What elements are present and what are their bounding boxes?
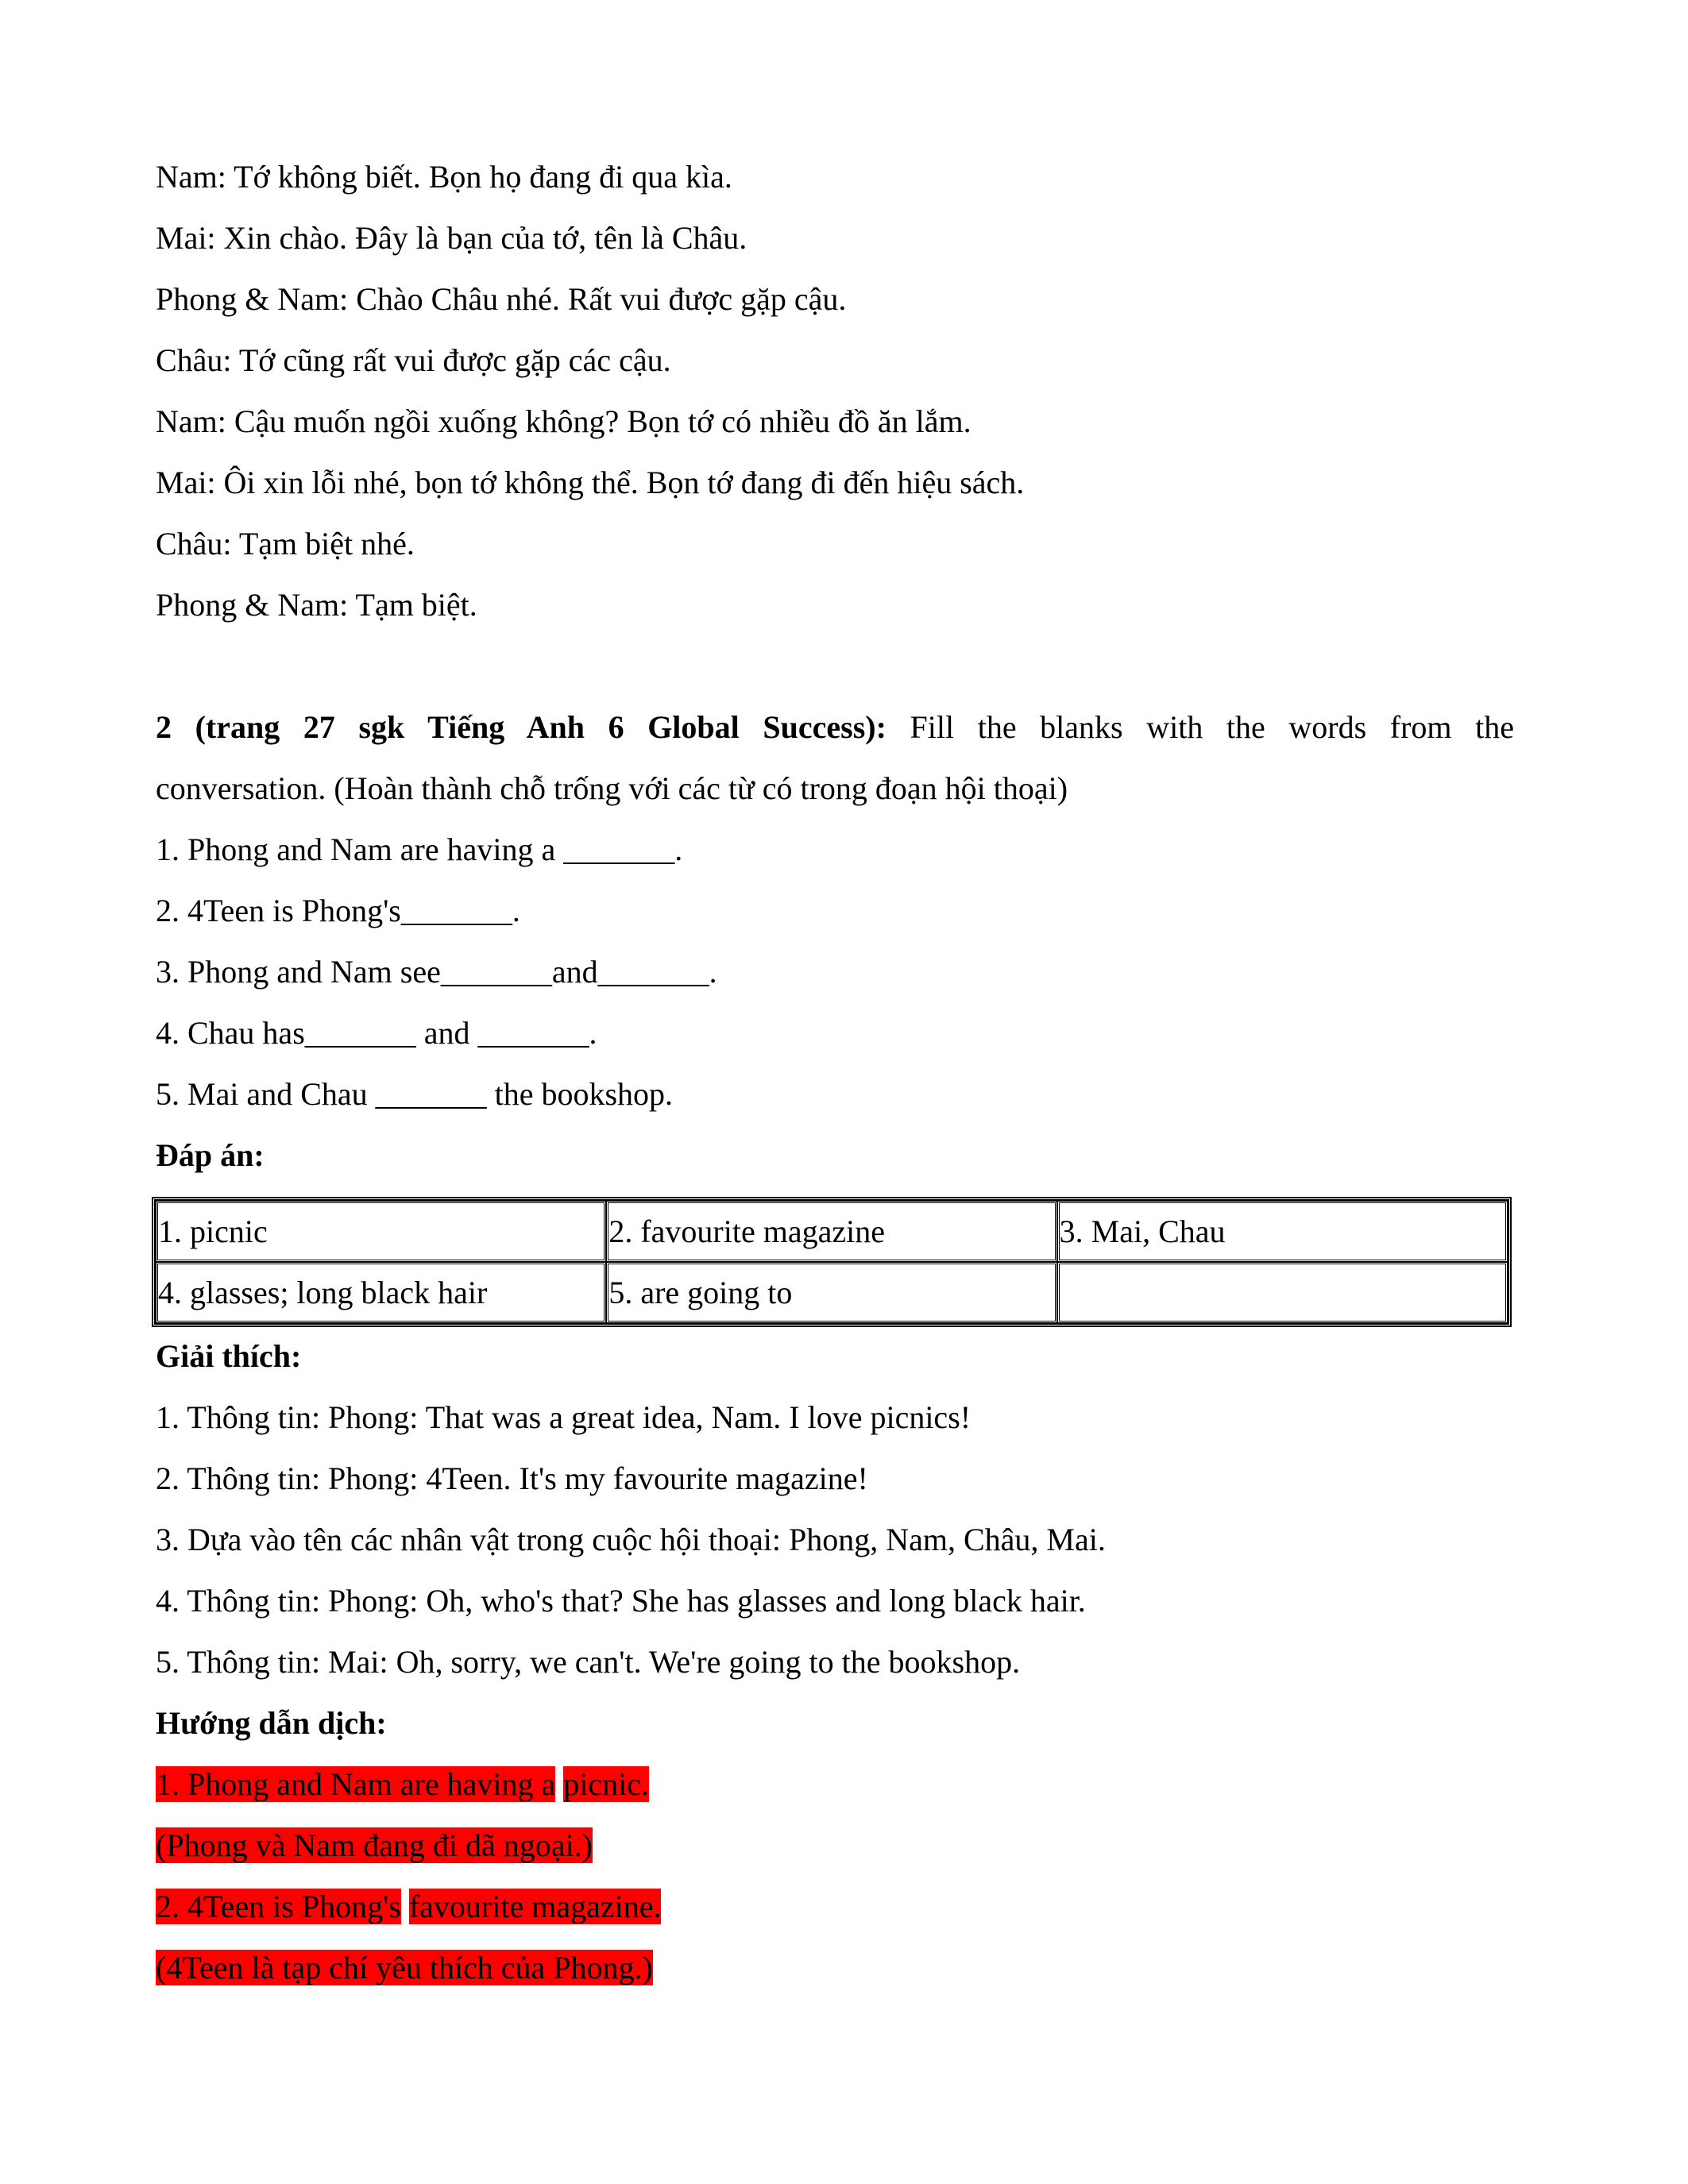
highlighted-text: (Phong và Nam đang đi dã ngoại.): [156, 1827, 593, 1863]
answers-heading: [156, 1125, 1514, 1186]
highlighted-text: favourite magazine.: [408, 1889, 662, 1924]
exercise-instruction: Fill the blanks with the words from the: [910, 709, 1514, 745]
blank-line: [156, 635, 1514, 696]
answers-heading-text: Đáp án:: [156, 1137, 265, 1173]
exercise-instruction-cont: conversation. (Hoàn thành chỗ trống với các từ có trong đoạn hội thoại): [156, 770, 1068, 806]
explanation-item: 5. Thông tin: Mai: Oh, sorry, we can't. We're going to the bookshop.: [156, 1644, 1021, 1680]
dialogue-line: Mai: Xin chào. Đây là bạn của tớ, tên là Châu.: [156, 220, 747, 256]
table-cell: [1057, 1262, 1508, 1323]
highlighted-text: 1. Phong and Nam are having a: [156, 1766, 556, 1802]
table-cell: 4. glasses; long black hair: [156, 1262, 606, 1323]
explanation-heading-text: Giải thích:: [156, 1338, 302, 1374]
table-cell: 1. picnic: [156, 1201, 606, 1262]
dialogue-line: Mai: Ôi xin lỗi nhé, bọn tớ không thể. Bọn tớ đang đi đến hiệu sách.: [156, 465, 1025, 500]
document-page: [156, 146, 1514, 1998]
table-cell: 3. Mai, Chau: [1057, 1201, 1508, 1262]
exercise-item: 2. 4Teen is Phong's_______.: [156, 893, 520, 928]
answers-table: [152, 1197, 1512, 1327]
explanation-item: 3. Dựa vào tên các nhân vật trong cuộc hội thoại: Phong, Nam, Châu, Mai.: [156, 1522, 1106, 1557]
explanation-item: 4. Thông tin: Phong: Oh, who's that? She has glasses and long black hair.: [156, 1583, 1086, 1619]
table-row: [156, 1201, 1508, 1262]
dialogue-line: Phong & Nam: Chào Châu nhé. Rất vui được gặp cậu.: [156, 281, 847, 317]
dialogue-line: Châu: Tạm biệt nhé.: [156, 526, 415, 561]
explanation-item: 2. Thông tin: Phong: 4Teen. It's my favourite magazine!: [156, 1461, 868, 1496]
exercise-item: 1. Phong and Nam are having a _______.: [156, 832, 683, 867]
exercise-item: 3. Phong and Nam see_______and_______.: [156, 954, 717, 990]
exercise-item: 5. Mai and Chau _______ the bookshop.: [156, 1076, 674, 1112]
dialogue-line: Phong & Nam: Tạm biệt.: [156, 587, 477, 623]
table-cell: 2. favourite magazine: [606, 1201, 1056, 1262]
dialogue-line: Nam: Cậu muốn ngồi xuống không? Bọn tớ có nhiều đồ ăn lắm.: [156, 403, 971, 439]
table-row: [156, 1262, 1508, 1323]
exercise-item: 4. Chau has_______ and _______.: [156, 1015, 597, 1051]
translation-line: [156, 1815, 1514, 1876]
translation-heading: [156, 1692, 1514, 1754]
dialogue-line: Nam: Tớ không biết. Bọn họ đang đi qua kìa.: [156, 159, 732, 195]
dialogue-line: Châu: Tớ cũng rất vui được gặp các cậu.: [156, 342, 671, 378]
exercise-heading: 2 (trang 27 sgk Tiếng Anh 6 Global Success):: [156, 709, 886, 745]
translation-line: [156, 1876, 1514, 1937]
explanation-heading: [156, 1325, 1514, 1387]
translation-line: [156, 1754, 1514, 1815]
explanation-item: 1. Thông tin: Phong: That was a great idea, Nam. I love picnics!: [156, 1399, 971, 1435]
highlighted-text: picnic.: [563, 1766, 649, 1802]
translation-heading-text: Hướng dẫn dịch:: [156, 1705, 387, 1741]
exercise-heading-line: [156, 696, 1514, 758]
translation-line: [156, 1937, 1514, 1998]
highlighted-text: (4Teen là tạp chí yêu thích của Phong.): [156, 1950, 653, 1985]
highlighted-text: 2. 4Teen is Phong's: [156, 1889, 401, 1924]
table-cell: 5. are going to: [606, 1262, 1056, 1323]
